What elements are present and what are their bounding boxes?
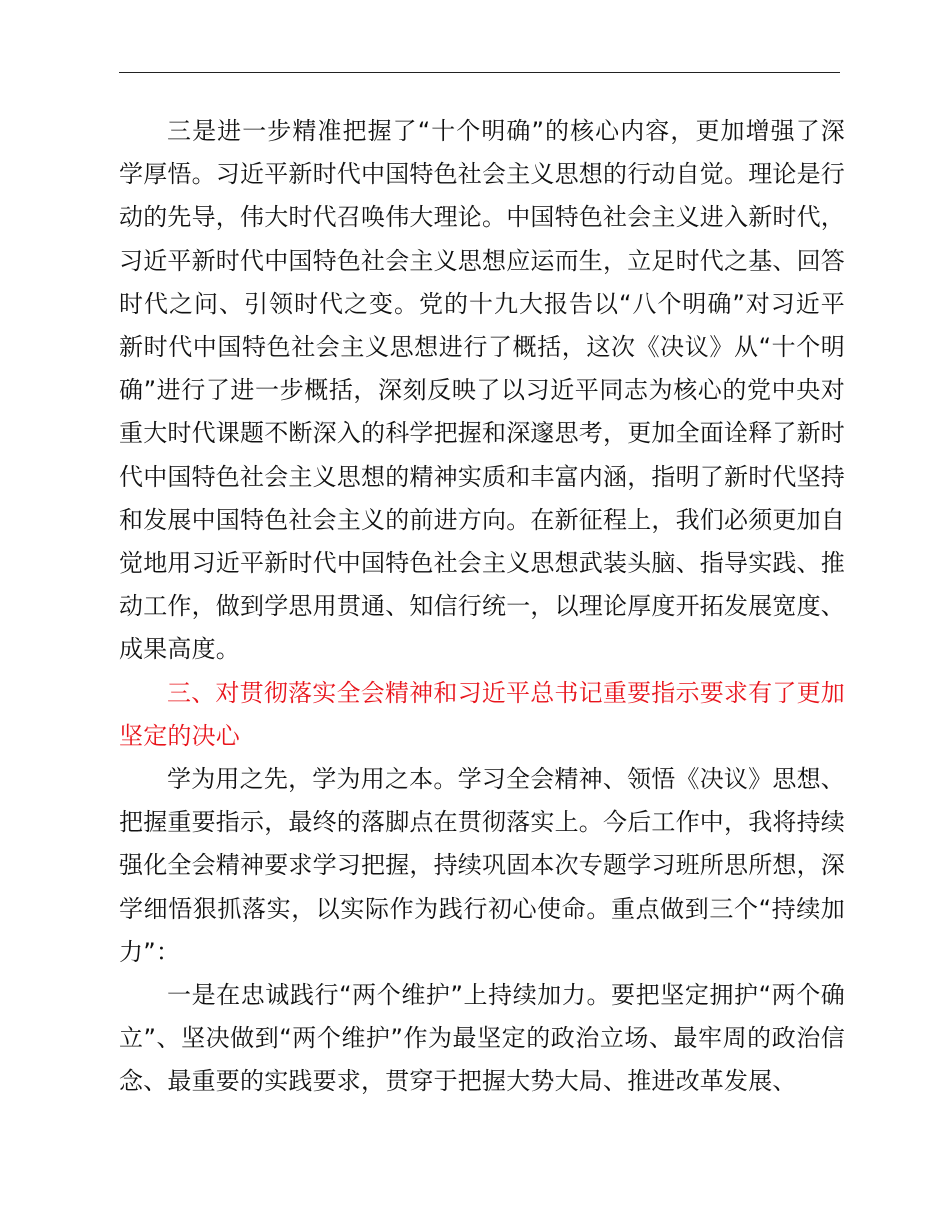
body-paragraph-two-safeguards: 一是在忠诚践行“两个维护”上持续加力。要把坚定拥护“两个确立”、坚决做到“两个维护”作为最坚定的政治立场、最牢周的政治信念、最重要的实践要求，贯穿于把握大势大局、推进改革发展、 <box>119 981 845 1096</box>
header-rule <box>119 72 840 73</box>
body-paragraph-ten-clarifications: 三是进一步精准把握了“十个明确”的核心内容，更加增强了深学厚悟。习近平新时代中国特色社会主义思想的行动自觉。理论是行动的先导，伟大时代召唤伟大理论。中国特色社会主义进入新时代，习近平新时代中国特色社会主义思想应运而生，立足时代之基、回答时代之问、引领时代之变。党的十九大报告以“八个明确”对习近平新时代中国特色社会主义思想进行了概括，这次《决议》从“十个明确”进行了进一步概括，深刻反映了以习近平同志为核心的党中央对重大时代课题不断深入的科学把握和深邃思考，更加全面诠释了新时代中国特色社会主义思想的精神实质和丰富内涵，指明了新时代坚持和发展中国特色社会主义的前进方向。在新征程上，我们必须更加自觉地用习近平新时代中国特色社会主义思想武装头脑、指导实践、推动工作，做到学思用贯通、知信行统一，以理论厚度开拓发展宽度、成果高度。 <box>119 117 845 664</box>
body-paragraph-implementation: 学为用之先，学为用之本。学习全会精神、领悟《决议》思想、把握重要指示，最终的落脚点在贯彻落实上。今后工作中，我将持续强化全会精神要求学习把握，持续巩固本次专题学习班所思所想，深学细悟狠抓落实，以实际作为践行初心使命。重点做到三个“持续加力”： <box>119 765 845 966</box>
section-heading-three: 三、对贯彻落实全会精神和习近平总书记重要指示要求有了更加坚定的决心 <box>119 678 845 750</box>
document-body <box>119 110 845 1104</box>
